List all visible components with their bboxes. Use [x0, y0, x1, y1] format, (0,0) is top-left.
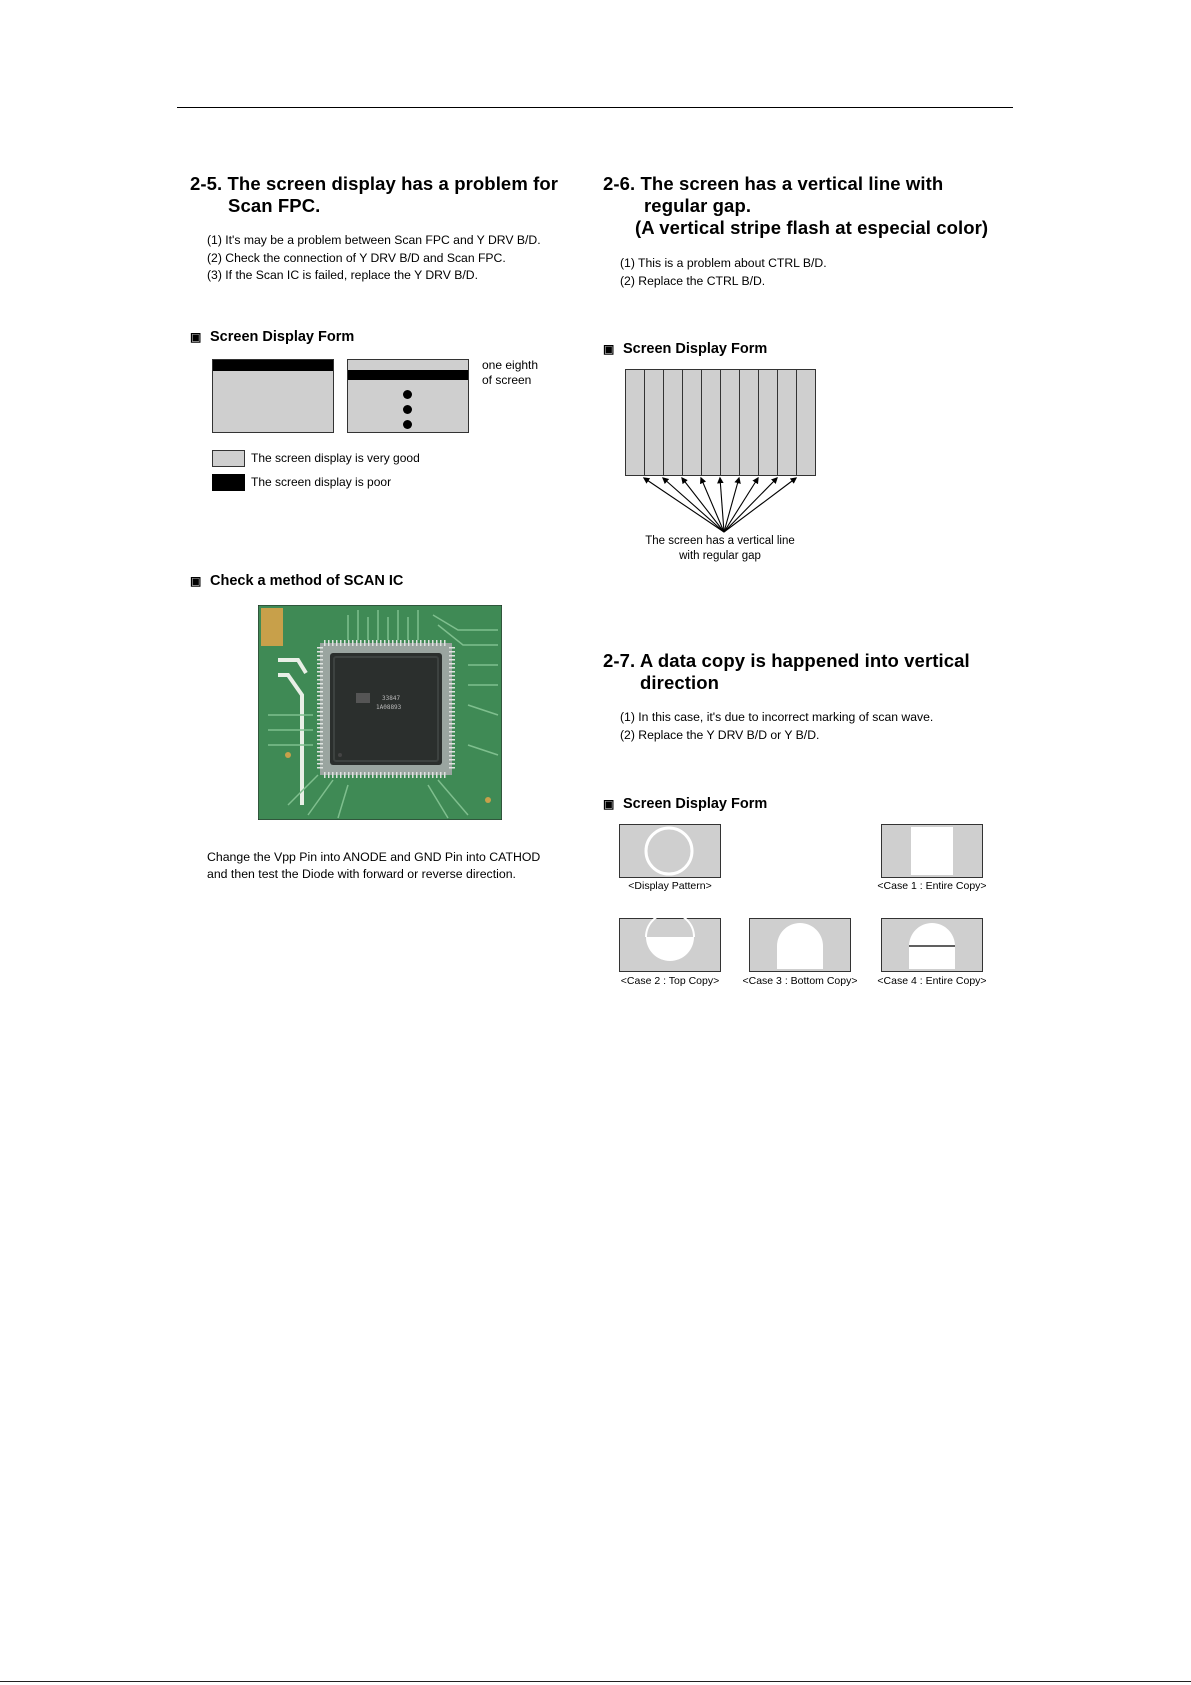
stripe-column [777, 369, 797, 476]
display-pattern-label: <Display Pattern> [628, 880, 712, 892]
caption-line: The screen has a vertical line [645, 535, 795, 547]
case-2-panel [619, 918, 721, 972]
bullet-icon: ▣ [603, 342, 615, 357]
section-2-5-title [190, 173, 590, 217]
continuation-dot [403, 390, 412, 399]
chip-marking: 1A08893 [376, 704, 402, 711]
continuation-dot [403, 405, 412, 414]
section-2-5-form-heading [190, 328, 354, 346]
section-2-7-steps [620, 709, 933, 744]
title-line-1: The screen display has a problem for [227, 173, 559, 194]
step-item: (3) If the Scan IC is failed, replace the Y DRV B/D. [207, 268, 478, 282]
bottom-rule [0, 1681, 1191, 1682]
top-rule [177, 107, 1013, 108]
scan-ic-photo [258, 605, 502, 820]
stripe-column [796, 369, 816, 476]
section-2-5-steps [207, 232, 541, 285]
legend-swatch-poor [212, 474, 245, 491]
gap-arrow [724, 478, 796, 532]
note-line: one eighth [482, 358, 539, 372]
heading-text: Check a method of SCAN IC [210, 573, 404, 589]
vertical-line-caption [622, 534, 818, 564]
section-2-6-title [603, 173, 1023, 239]
case-4-label: <Case 4 : Entire Copy> [877, 975, 987, 987]
stripe-column [739, 369, 759, 476]
title-line-2: Scan FPC. [228, 195, 321, 216]
section-number: 2-6. [603, 173, 636, 194]
title-line-1: The screen has a vertical line with [640, 173, 944, 194]
case-1-label: <Case 1 : Entire Copy> [877, 880, 987, 892]
gap-arrow [724, 478, 758, 532]
instruction-line: and then test the Diode with forward or reverse direction. [207, 867, 516, 881]
title-line-2: direction [640, 672, 720, 693]
section-2-7-form-heading [603, 795, 767, 813]
one-eighth-note [482, 358, 538, 388]
diode-test-instruction [207, 849, 540, 883]
title-line-1: A data copy is happened into vertical [639, 650, 970, 671]
step-item: (2) Replace the Y DRV B/D or Y B/D. [620, 727, 820, 742]
legend-swatch-good [212, 450, 245, 467]
stripe-column [682, 369, 702, 476]
section-number: 2-7. [603, 650, 636, 671]
gap-arrow [663, 478, 724, 532]
step-item: (1) It's may be a problem between Scan FPC and Y DRV B/D. [207, 233, 541, 247]
section-2-5-check-heading [190, 572, 403, 590]
stripe-column [625, 369, 645, 476]
gap-arrows [620, 470, 840, 535]
stripe-column [758, 369, 778, 476]
case-3-panel [749, 918, 851, 972]
caption-line: with regular gap [679, 550, 761, 562]
bullet-icon: ▣ [190, 574, 202, 589]
instruction-line: Change the Vpp Pin into ANODE and GND Pin into CATHOD [207, 850, 541, 864]
case-4-panel [881, 918, 983, 972]
stripe-column [701, 369, 721, 476]
step-item: (1) This is a problem about CTRL B/D. [620, 256, 827, 270]
step-item: (2) Check the connection of Y DRV B/D and Scan FPC. [207, 250, 506, 265]
chip-marking: 33847 [382, 695, 401, 702]
section-number: 2-5. [190, 173, 223, 194]
note-line: of screen [482, 373, 532, 387]
stripe-column [720, 369, 740, 476]
screen-panel-top-bar [212, 359, 334, 433]
stripe-column [663, 369, 683, 476]
bullet-icon: ▣ [603, 797, 615, 812]
screen-panel-eighth-bar [347, 359, 469, 433]
section-2-6-steps [620, 255, 827, 290]
continuation-dot [403, 420, 412, 429]
gap-arrow [682, 478, 724, 532]
section-2-6-form-heading [603, 340, 767, 358]
heading-text: Screen Display Form [623, 341, 768, 357]
legend-good-label: The screen display is very good [251, 451, 420, 465]
display-pattern-panel [619, 824, 721, 878]
step-item: (2) Replace the CTRL B/D. [620, 273, 766, 288]
heading-text: Screen Display Form [210, 329, 355, 345]
heading-text: Screen Display Form [623, 796, 768, 812]
section-2-7-title [603, 650, 1023, 694]
case-3-label: <Case 3 : Bottom Copy> [742, 975, 858, 987]
poor-band [348, 370, 468, 380]
case-1-panel [881, 824, 983, 878]
title-line-2: regular gap. [644, 195, 752, 216]
title-line-3: (A vertical stripe flash at especial color) [635, 217, 989, 238]
case-2-label: <Case 2 : Top Copy> [620, 975, 720, 987]
stripe-column [644, 369, 664, 476]
bullet-icon: ▣ [190, 330, 202, 345]
step-item: (1) In this case, it's due to incorrect marking of scan wave. [620, 710, 934, 724]
poor-band [213, 360, 333, 371]
legend-poor-label: The screen display is poor [251, 475, 392, 489]
